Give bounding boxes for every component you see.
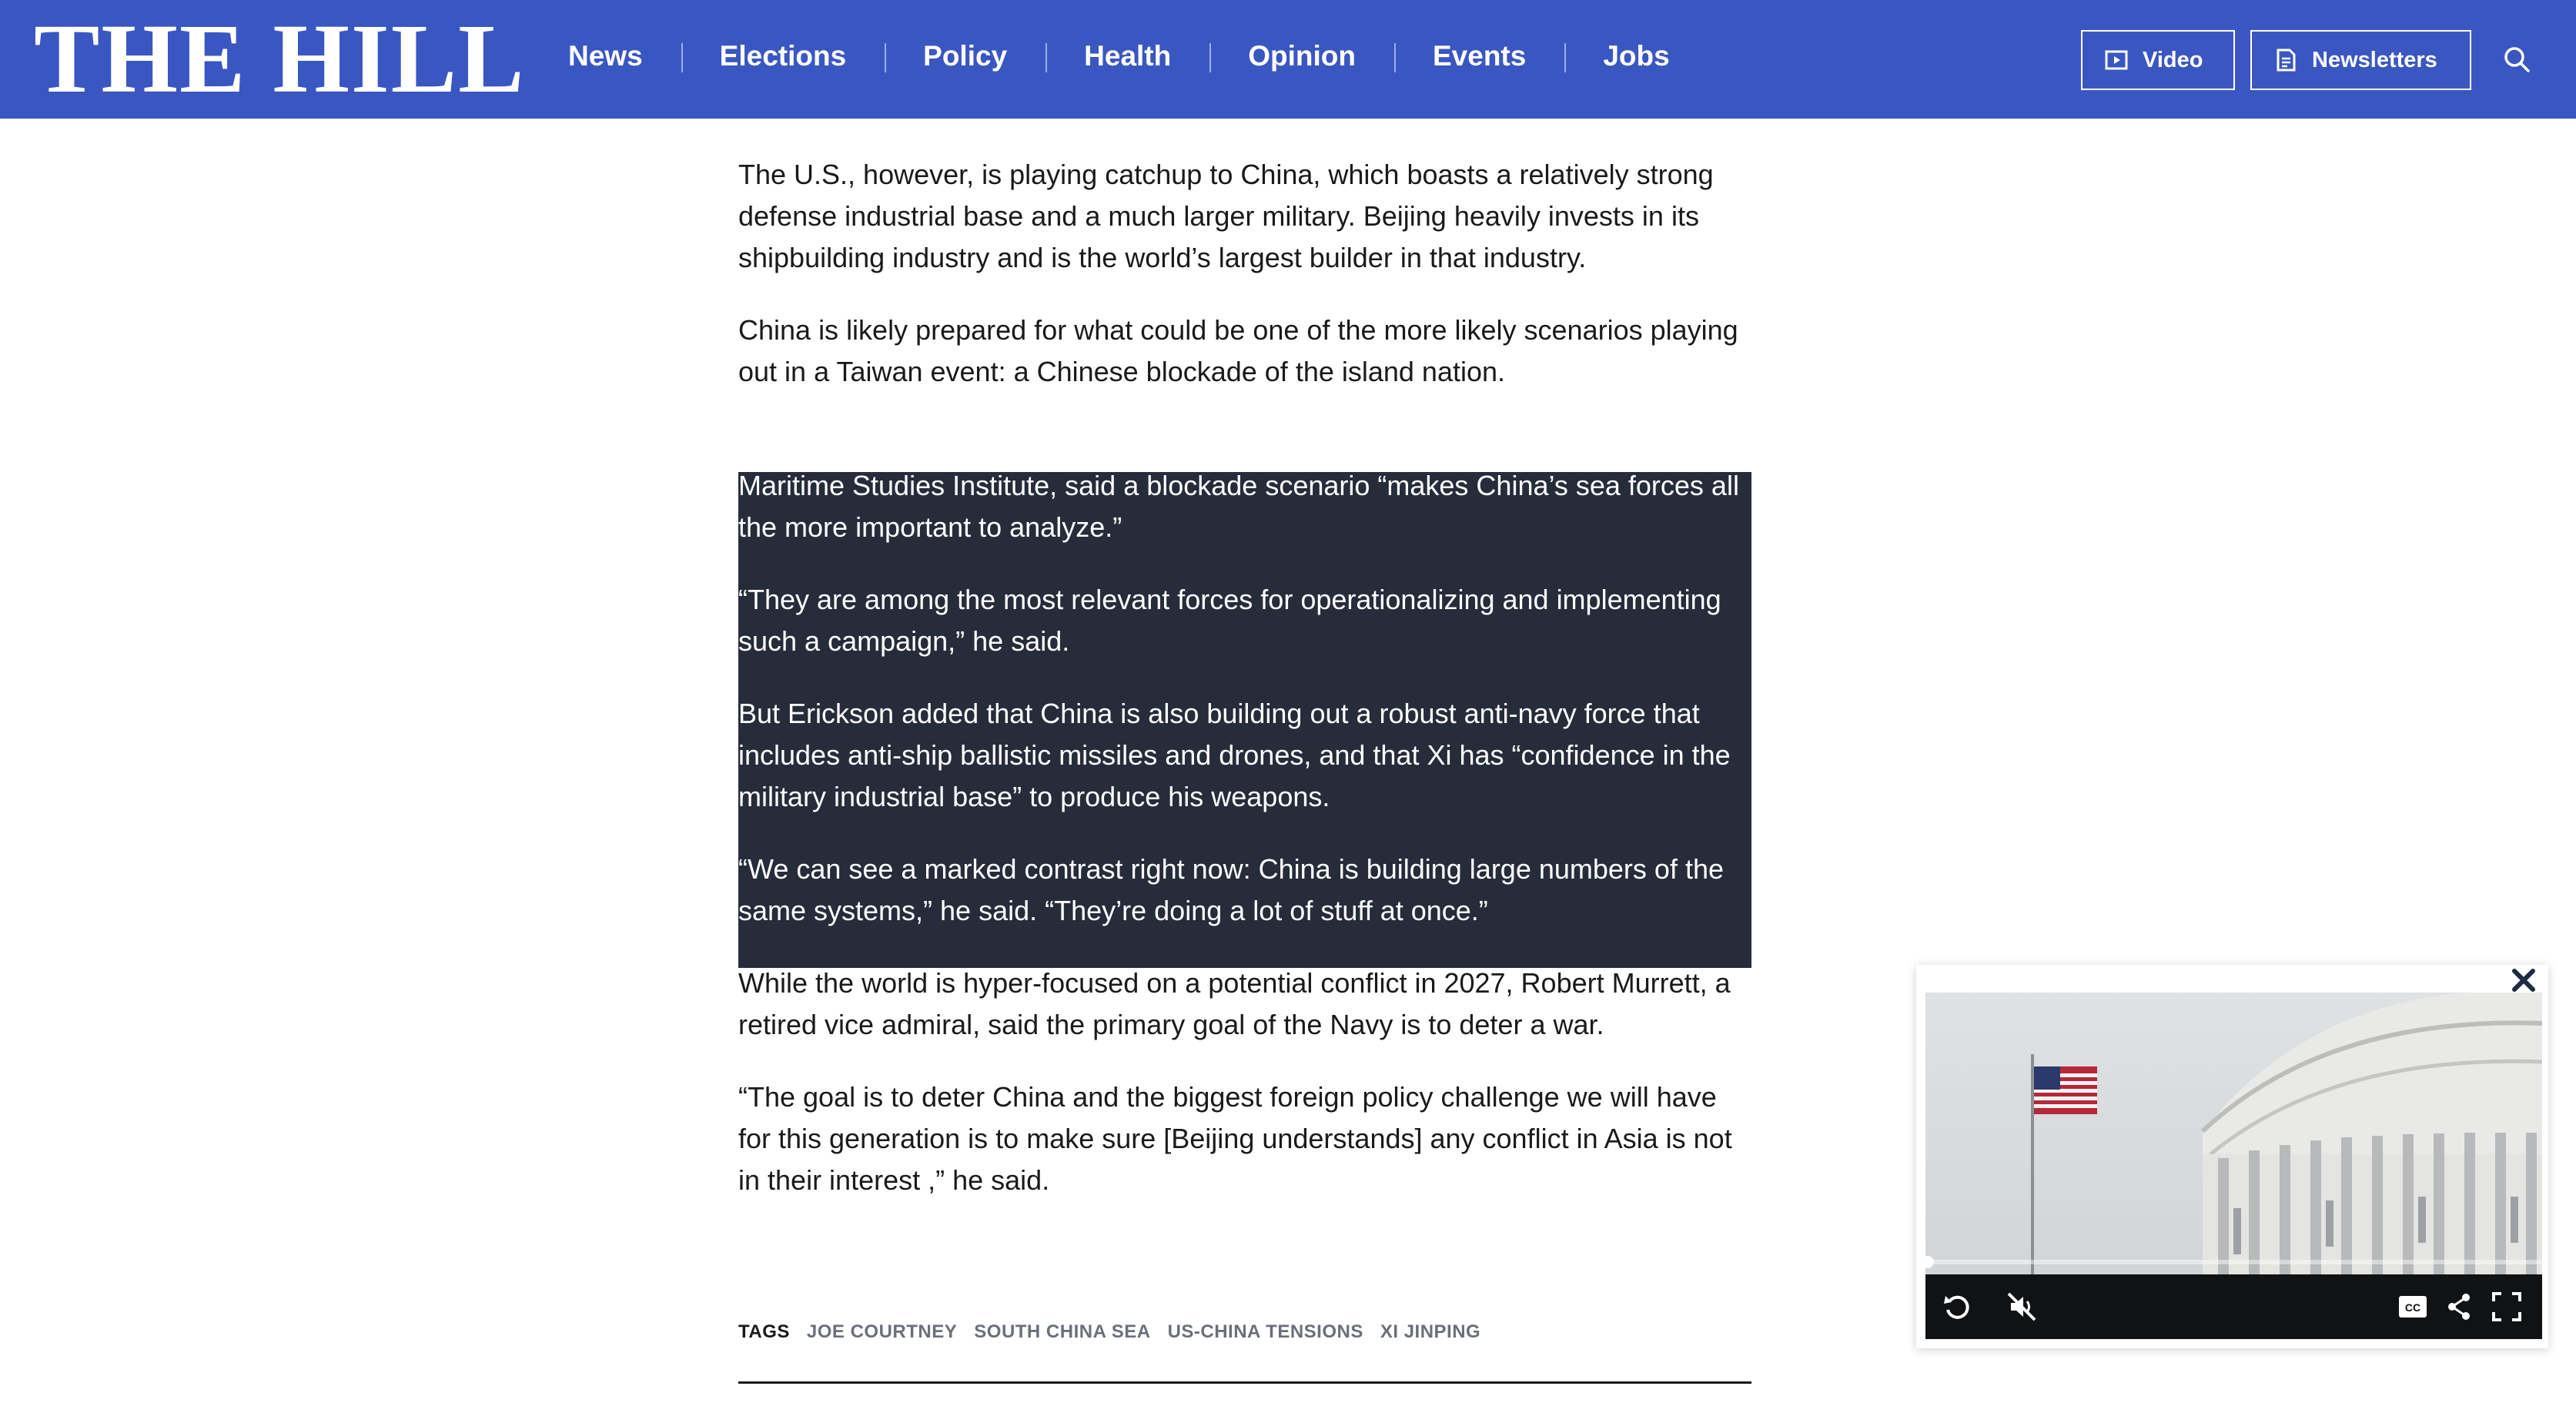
fullscreen-icon[interactable] — [2490, 1290, 2524, 1324]
article-paragraph: While the world is hyper-focused on a potential conflict in 2027, Robert Murrett, a retired vice admiral, said the primary goal of the Navy is to deter a war. — [738, 967, 1731, 1040]
close-icon[interactable] — [2508, 965, 2539, 996]
video-scrubber-handle[interactable] — [1922, 1256, 1934, 1268]
article-paragraph: China is likely prepared for what could be one of the more likely scenarios playing out in a Taiwan event: a Chinese blockade of the island nation. — [738, 314, 1738, 387]
main-nav — [531, 0, 1708, 112]
site-header — [0, 0, 2576, 119]
nav-opinion[interactable]: Opinion — [1209, 40, 1394, 72]
video-button[interactable] — [2081, 30, 2235, 90]
section-divider — [738, 1381, 1751, 1384]
nav-events[interactable]: Events — [1394, 40, 1564, 72]
article-paragraph-selected: “We can see a marked contrast right now: China is building large numbers of the same systems,” he said. “They’re doing a lot of stuff at once.” — [738, 853, 1724, 926]
nav-policy[interactable]: Policy — [885, 40, 1045, 72]
article-paragraph-selected: Andrew Erickson, a professor of strategy at the U.S. Naval War College’s China Maritime Studies Institute, said a blockade scenario “makes China’s sea forces all the more important to analyze.” — [738, 428, 1739, 543]
nav-health[interactable]: Health — [1045, 40, 1209, 72]
replay-icon[interactable] — [1941, 1290, 1975, 1324]
tag-link[interactable]: JOE COURTNEY — [806, 1321, 958, 1342]
article-tags — [738, 1321, 1480, 1343]
nav-jobs[interactable]: Jobs — [1564, 40, 1708, 72]
search-icon[interactable] — [2502, 45, 2531, 74]
mute-icon[interactable] — [2005, 1290, 2039, 1324]
captions-icon[interactable] — [2396, 1290, 2430, 1324]
site-logo[interactable]: THE HILL — [34, 4, 526, 113]
newsletters-button-label: Newsletters — [2312, 47, 2437, 72]
article-paragraph: “The goal is to deter China and the biggest foreign policy challenge we will have for this generation is to make sure [Beijing understands] any conflict in Asia is not in their interest ,” he said. — [738, 1081, 1732, 1196]
article-paragraph-selected: “They are among the most relevant forces for operationalizing and implementing such a campaign,” he said. — [738, 584, 1721, 657]
article-paragraph: The U.S., however, is playing catchup to China, which boasts a relatively strong defense industrial base and a much larger military. Beijing heavily invests in its shipbuilding industry and is the world’s largest builder in that industry. — [738, 159, 1714, 273]
us-flag — [2034, 1066, 2097, 1114]
share-icon[interactable] — [2443, 1290, 2477, 1324]
svg-text:CC: CC — [2404, 1301, 2421, 1314]
nav-news[interactable]: News — [568, 40, 643, 72]
nav-elections[interactable]: Elections — [681, 40, 885, 72]
newsletters-button[interactable] — [2250, 30, 2471, 90]
tags-label: TAGS — [738, 1321, 790, 1342]
video-progress-bar[interactable] — [1925, 1260, 2542, 1264]
article-paragraph-selected: But Erickson added that China is also building out a robust anti-navy force that includes anti-ship ballistic missiles and drones, and that Xi has “confidence in the military industrial base” to produce his weapons. — [738, 698, 1731, 812]
tag-link[interactable]: US-CHINA TENSIONS — [1167, 1321, 1363, 1342]
play-icon — [2104, 48, 2129, 72]
article-body — [738, 154, 1751, 1232]
tag-link[interactable]: XI JINPING — [1380, 1321, 1481, 1342]
newsletter-icon — [2273, 48, 2298, 72]
video-button-label: Video — [2143, 47, 2203, 72]
tag-link[interactable]: SOUTH CHINA SEA — [974, 1321, 1151, 1342]
